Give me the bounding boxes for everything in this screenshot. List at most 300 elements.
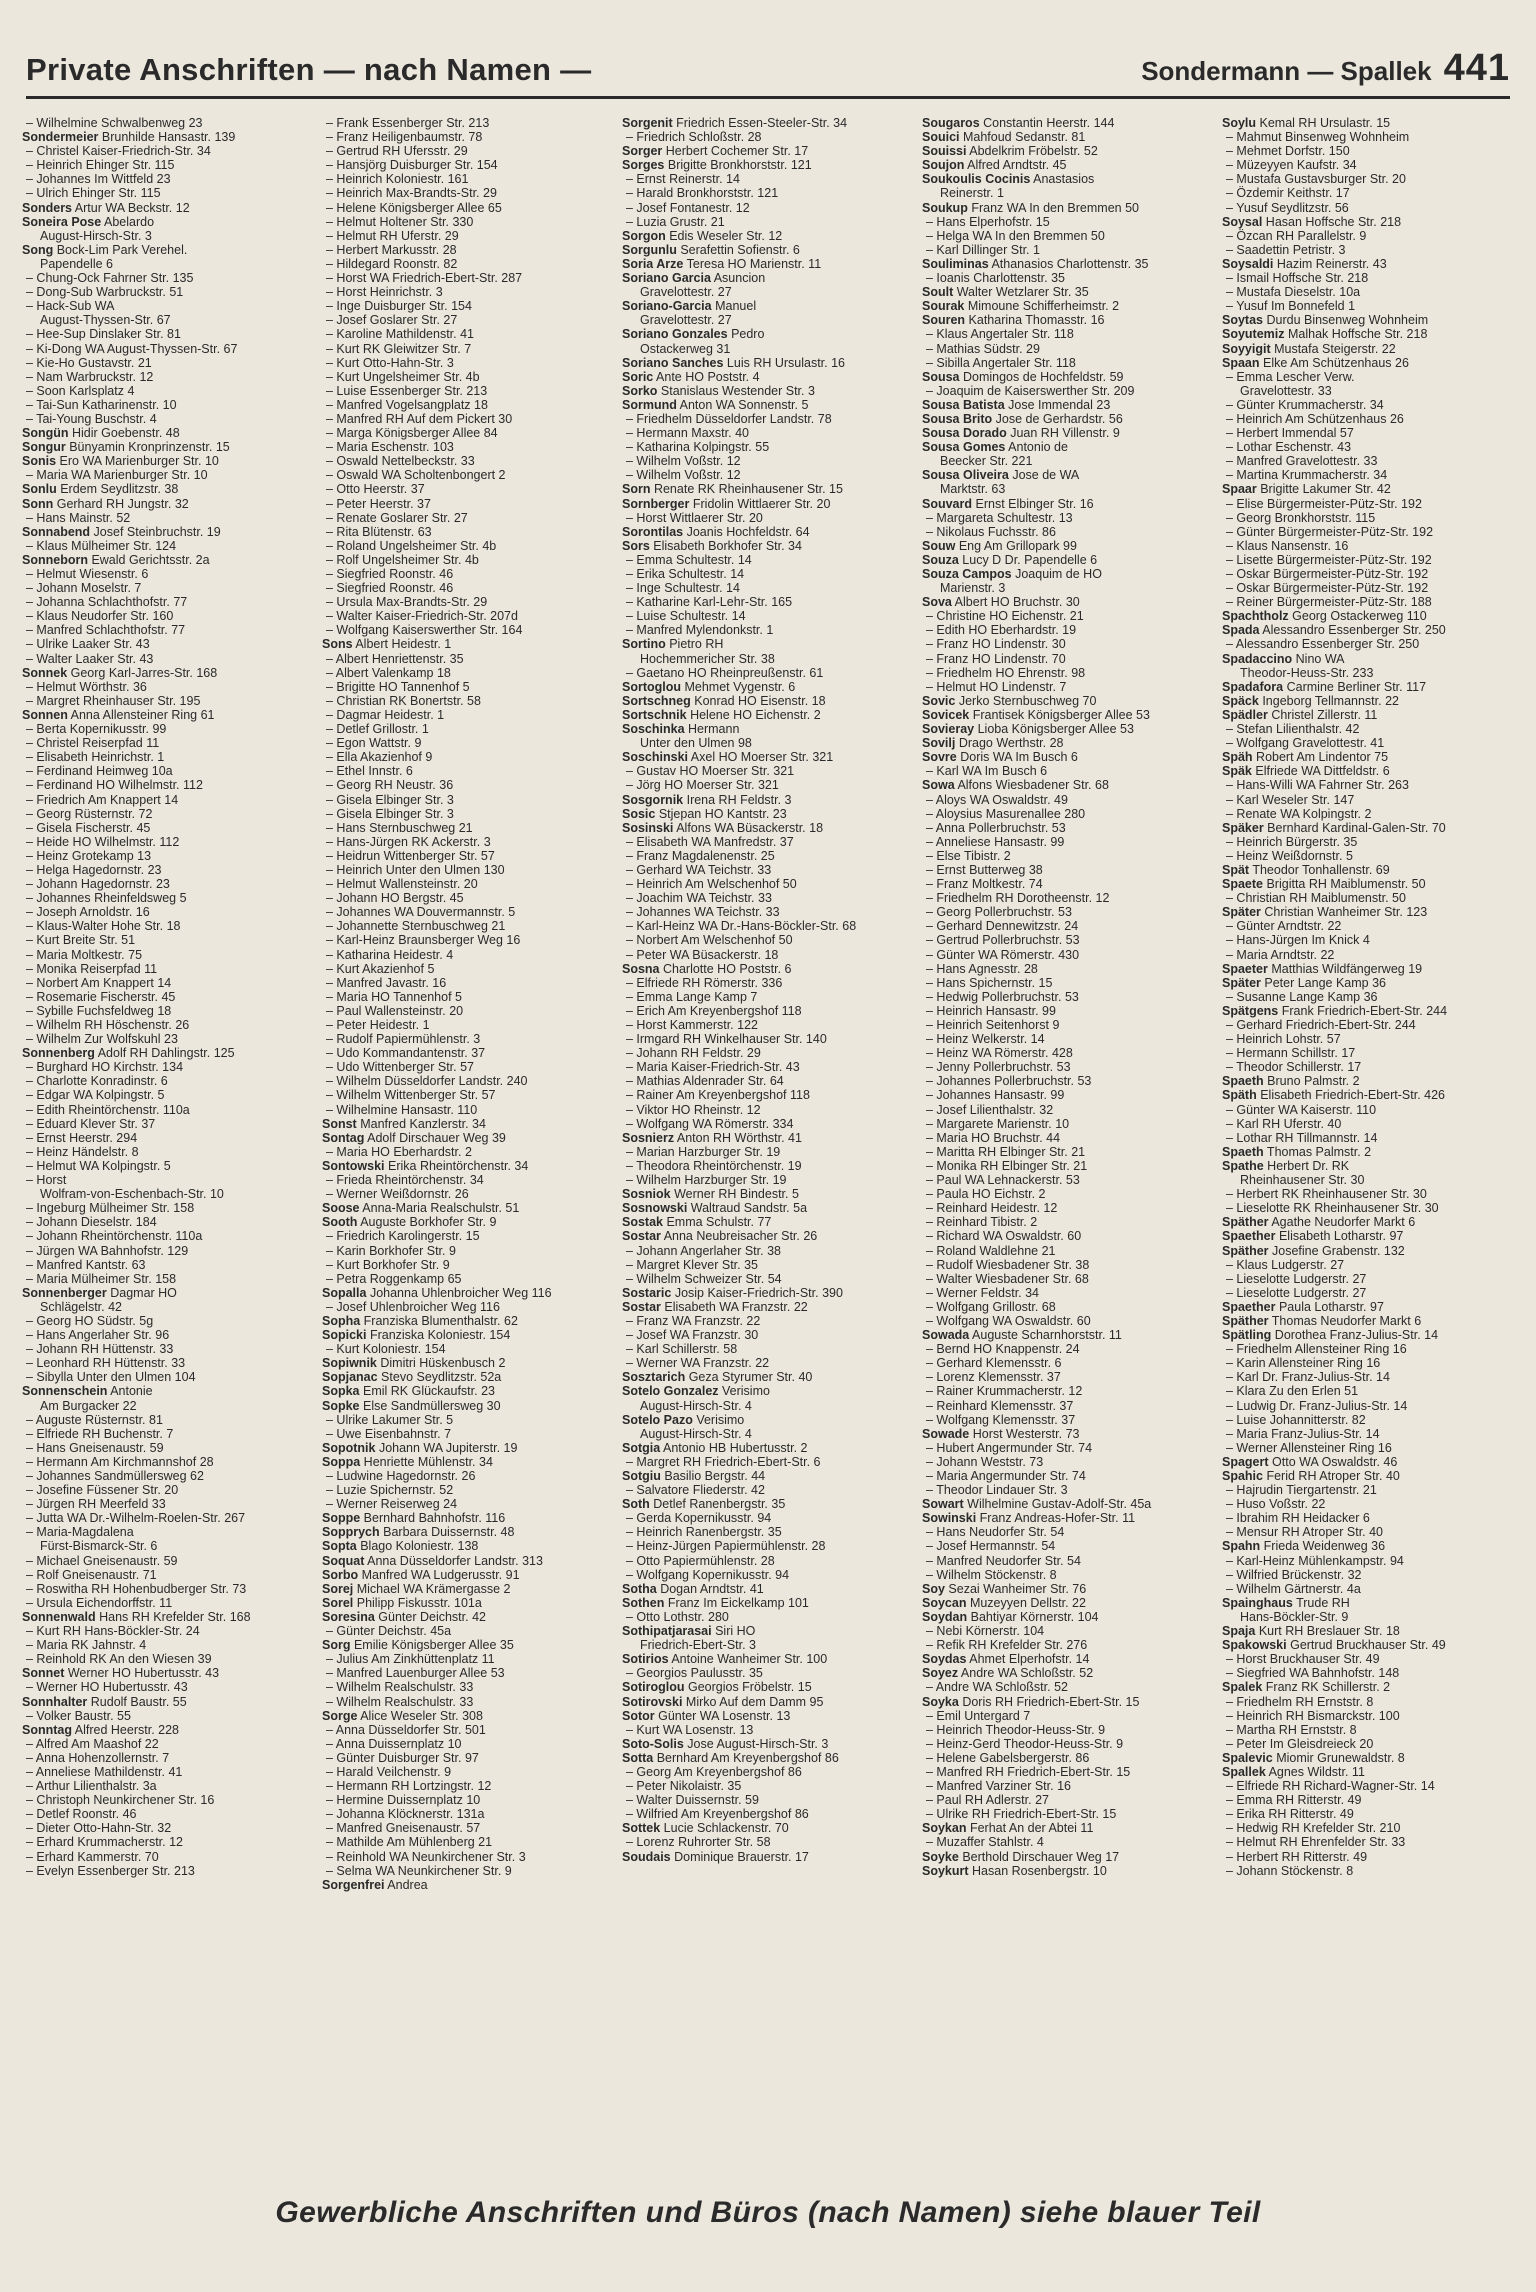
directory-entry: – Manfred Javastr. 16 [326,975,447,990]
directory-entry-main [922,1427,1214,1441]
entry-surname: Sousa Dorado [922,426,1007,441]
directory-entry: – Johannes Rheinfeldsweg 5 [26,891,187,906]
directory-entry: – Wilhelm Stöckenstr. 8 [926,1567,1057,1582]
directory-entry-main [1222,116,1514,130]
entry-details: Brigitte Bronkhorststr. 121 [664,158,812,173]
directory-entry: – Mustafa Gustavsburger Str. 20 [1226,172,1406,187]
directory-entry-main [622,694,914,708]
directory-entry-main [622,1187,914,1201]
directory-entry-main [622,1441,914,1455]
entry-surname: Sortschneg [622,693,691,708]
entry-details: Sezai Wanheimer Str. 76 [944,1581,1087,1596]
directory-entry-main [622,1821,914,1835]
directory-entry: – Heinz Welkerstr. 14 [926,1032,1045,1047]
directory-entry: – Lorenz Ruhrorter Str. 58 [626,1835,771,1850]
directory-entry: – Elisabeth WA Manfredstr. 37 [626,834,794,849]
directory-entry: – Maria HO Tannenhof 5 [326,989,462,1004]
entry-details: Johann WA Jupiterstr. 19 [375,1440,518,1455]
entry-details: Manfred Kanzlerstr. 34 [356,1116,486,1131]
directory-entry-main [22,243,314,257]
entry-details: Herbert Dr. RK [1263,1158,1350,1173]
entry-details: Blago Koloniestr. 138 [356,1539,479,1554]
directory-entry: – Theodor Lindauer Str. 3 [926,1483,1068,1498]
directory-entry: – Herbert RH Ritterstr. 49 [1226,1849,1368,1864]
directory-entry: – Rainer Krummacherstr. 12 [926,1384,1083,1399]
entry-surname: Souza [922,552,959,567]
directory-entry: – Herbert Markusstr. 28 [326,242,457,257]
entry-surname: Soto-Solis [622,1736,684,1751]
directory-entry: – Friedhelm Düsseldorfer Landstr. 78 [626,411,832,426]
entry-details: Verisimo [692,1412,745,1427]
entry-details: Mimoune Schifferheimstr. 2 [964,299,1120,314]
directory-entry: – Lothar Eschenstr. 43 [1226,440,1352,455]
directory-entry: – Leonhard RH Hüttenstr. 33 [26,1356,186,1371]
directory-entry: – Ferdinand HO Wilhelmstr. 112 [26,778,203,793]
entry-details: Edis Weseler Str. 12 [665,228,783,243]
directory-entry: – Yusuf Im Bonnefeld 1 [1226,299,1356,314]
directory-entry: – Josef Uhlenbroicher Weg 116 [326,1299,500,1314]
directory-entry-main [1222,1004,1514,1018]
directory-entry: – Maria Moltkestr. 75 [26,947,143,962]
entry-surname: Soria Arze [622,256,684,271]
entry-surname: Spagert [1222,1454,1269,1469]
directory-entry: – Wilhelm Voßstr. 12 [626,468,741,483]
directory-entry: – Helmut WA Kolpingstr. 5 [26,1158,171,1173]
entry-details: Joaquim de HO [1011,567,1102,581]
directory-entry-main [322,1582,614,1596]
directory-entry: – Josef WA Franzstr. 30 [626,1328,759,1343]
directory-entry-main [1222,1751,1514,1765]
entry-surname: Souici [922,130,960,145]
entry-details: Bernhard Am Kreyenbergshof 86 [653,1750,839,1765]
directory-entry-main [322,1878,614,1892]
directory-entry-main [622,229,914,243]
directory-entry-main [1222,652,1514,666]
entry-surname: Spätling [1222,1328,1272,1343]
entry-details: Stanislaus Westender Str. 3 [657,383,815,398]
entry-details: Dimitri Hüskenbusch 2 [376,1356,506,1371]
directory-entry-main [622,327,914,341]
entry-details: Herbert Cochemer Str. 17 [662,144,809,159]
entry-details: Anton WA Sonnenstr. 5 [676,397,809,412]
entry-surname: Sondermeier [22,130,99,145]
directory-entry-main [22,1046,314,1060]
entry-surname: Sopke [322,1398,360,1413]
directory-entry: – Oswald Nettelbeckstr. 33 [326,454,475,469]
directory-entry: – Walter Wiesbadener Str. 68 [926,1271,1089,1286]
entry-surname: Sovilj [922,736,956,751]
directory-entry-main [322,1384,614,1398]
entry-surname: Soukup [922,200,968,215]
directory-entry: – Soon Karlsplatz 4 [26,383,135,398]
directory-entry: – Klaus Mülheimer Str. 124 [26,538,177,553]
entry-surname: Späther [1222,1215,1269,1230]
directory-entry: – Charlotte Konradinstr. 6 [26,1074,168,1089]
entry-details: Franz WA In den Bremmen 50 [967,200,1139,215]
directory-entry: – Richard WA Oswaldstr. 60 [926,1229,1082,1244]
directory-entry: – Maria-Magdalena [26,1525,134,1540]
directory-entry: – Maria Franz-Julius-Str. 14 [1226,1426,1380,1441]
directory-entry: – Inge Schultestr. 14 [626,581,740,596]
directory-entry: – Johannes Im Wittfeld 23 [26,172,171,187]
directory-entry: – Bernd HO Knappenstr. 24 [926,1342,1080,1357]
entry-surname: Sons [322,637,353,652]
entry-details: Erika Rheintörchenstr. 34 [384,1158,529,1173]
directory-entry: – Manfred RH Auf dem Pickert 30 [326,411,513,426]
directory-entry-main [622,1737,914,1751]
directory-entry: – Ferdinand Heimweg 10a [26,764,173,779]
entry-details: Alice Weseler Str. 308 [357,1708,483,1723]
directory-entry: – Mahmut Binsenweg Wohnheim [1226,130,1410,145]
directory-entry-main [622,680,914,694]
directory-entry-continuation: August-Hirsch-Str. 4 [640,1398,752,1413]
directory-entry-main [322,1399,614,1413]
directory-entry-main [1222,1765,1514,1779]
directory-entry-continuation: Papendelle 6 [40,256,113,271]
entry-surname: Soudais [622,1849,671,1864]
directory-entry: – Gaetano HO Rheinpreußenstr. 61 [626,665,824,680]
entry-surname: Sova [922,595,952,610]
directory-entry: – Heinrich Ranenbergstr. 35 [626,1525,782,1540]
directory-entry: – Georg HO Südstr. 5g [26,1313,154,1328]
directory-entry: – Else Tibistr. 2 [926,848,1011,863]
entry-details: Bünyamin Kronprinzenstr. 15 [65,440,230,455]
directory-entry-main [922,1497,1214,1511]
directory-entry: – Reinhold RK An den Wiesen 39 [26,1652,212,1667]
entry-details: Antoine Wanheimer Str. 100 [668,1652,828,1667]
directory-entry: – Maria Eschenstr. 103 [326,440,454,455]
directory-entry-main [922,539,1214,553]
directory-entry: – Manfred Gravelottestr. 33 [1226,454,1378,469]
entry-surname: Sors [622,538,650,553]
entry-details: Athanasios Charlottenstr. 35 [988,256,1149,271]
directory-entry: – Karl-Heinz Mühlenkampstr. 94 [1226,1553,1404,1568]
directory-entry-main [622,370,914,384]
directory-entry: – Gisela Fischerstr. 45 [26,820,151,835]
directory-entry: – Karl Schillerstr. 58 [626,1342,738,1357]
directory-entry: – Anna Duissernplatz 10 [326,1736,462,1751]
directory-entry-main [22,525,314,539]
directory-entry-continuation: Reinerstr. 1 [940,186,1004,201]
entry-details: Josefine Grabenstr. 132 [1268,1243,1405,1258]
entry-surname: Soth [622,1497,650,1512]
entry-details: Detlef Ranenbergstr. 35 [649,1497,786,1512]
entry-surname: Sorej [322,1581,354,1596]
directory-entry: – Martina Krummacherstr. 34 [1226,468,1388,483]
directory-entry: – Renate WA Kolpingstr. 2 [1226,806,1372,821]
directory-entry: – Otto Heerstr. 37 [326,482,425,497]
directory-entry-main [322,1159,614,1173]
directory-entry: – Georg RH Neustr. 36 [326,778,454,793]
directory-entry: – Helmut RH Ehrenfelder Str. 33 [1226,1835,1406,1850]
entry-details: Geza Styrumer Str. 40 [685,1370,813,1385]
directory-entry: – Heinz-Gerd Theodor-Heuss-Str. 9 [926,1736,1124,1751]
directory-entry: – Gisela Elbinger Str. 3 [326,792,454,807]
directory-entry-continuation: Hans-Böckler-Str. 9 [1240,1609,1349,1624]
directory-entry: – Ernst Butterweg 38 [926,862,1043,877]
directory-entry: – Jürgen WA Bahnhofstr. 129 [26,1243,189,1258]
entry-surname: Souren [922,313,966,328]
entry-details: Kemal RH Ursulastr. 15 [1256,116,1391,130]
entry-surname: Sougaros [922,116,980,130]
directory-entry: – Ulrike RH Friedrich-Ebert-Str. 15 [926,1807,1117,1822]
directory-entry: – Roswitha RH Hohenbudberger Str. 73 [26,1581,247,1596]
directory-entry: – Johann Dieselstr. 184 [26,1215,157,1230]
directory-entry-main [322,1511,614,1525]
directory-entry: – Mathias Aldenrader Str. 64 [626,1074,784,1089]
entry-details: Brunhilde Hansastr. 139 [98,130,236,145]
directory-entry: – Johannes WA Douvermannstr. 5 [326,905,516,920]
directory-entry: – Heinrich Unter den Ulmen 130 [326,862,505,877]
entry-surname: Sormund [622,397,677,412]
entry-details: Jose August-Hirsch-Str. 3 [683,1736,829,1751]
directory-entry: – Gerda Kopernikusstr. 94 [626,1511,772,1526]
directory-entry: – Rita Blütenstr. 63 [326,524,432,539]
directory-entry: – Emma RH Ritterstr. 49 [1226,1793,1362,1808]
directory-entry-main [322,1314,614,1328]
directory-entry: – Ludwig Dr. Franz-Julius-Str. 14 [1226,1398,1408,1413]
directory-entry: – Wolfgang WA Oswaldstr. 60 [926,1313,1091,1328]
entry-details: Elisabeth WA Franzstr. 22 [660,1299,808,1314]
directory-entry: – Hans-Jürgen Im Knick 4 [1226,933,1370,948]
directory-entry: – Elisabeth Heinrichstr. 1 [26,750,165,765]
directory-entry-main [1222,356,1514,370]
directory-entry: – Peter Im Gleisdreieck 20 [1226,1736,1374,1751]
entry-details: Werner HO Hubertusstr. 43 [64,1666,220,1681]
entry-details: Irena RH Feldstr. 3 [683,792,792,807]
directory-entry: – Rosemarie Fischerstr. 45 [26,989,176,1004]
entry-details: Georgios Fröbelstr. 15 [684,1680,812,1695]
entry-surname: Soriano Sanches [622,355,724,370]
directory-entry: – Wilhelm Harzburger Str. 19 [626,1173,787,1188]
entry-details: Gerhard RH Jungstr. 32 [53,496,189,511]
entry-details: Mirko Auf dem Damm 95 [682,1694,824,1709]
directory-entry-main [922,750,1214,764]
directory-entry-main [622,1229,914,1243]
directory-entry: – Manfred Varziner Str. 16 [926,1779,1071,1794]
directory-entry: – Frieda Rheintörchenstr. 34 [326,1173,484,1188]
entry-surname: Sorgunlu [622,242,677,257]
directory-entry: – Mathias Südstr. 29 [926,341,1040,356]
directory-entry: – Christel Kaiser-Friedrich-Str. 34 [26,144,211,159]
entry-surname: Sorger [622,144,663,159]
directory-entry: – Heinz-Jürgen Papiermühlenstr. 28 [626,1539,826,1554]
directory-entry-main [1222,821,1514,835]
directory-entry: – Saadettin Petristr. 3 [1226,242,1346,257]
entry-surname: Soycan [922,1595,967,1610]
directory-entry-main [622,356,914,370]
directory-entry: – Nam Warbruckstr. 12 [26,369,154,384]
directory-entry-continuation: Hochemmericher Str. 38 [640,651,775,666]
directory-entry: – Karl WA Im Busch 6 [926,764,1048,779]
entry-surname: Soukoulis Cocinis [922,172,1031,187]
entry-surname: Sousa [922,369,960,384]
directory-entry: – Lieselotte RK Rheinhausener Str. 30 [1226,1201,1439,1216]
directory-entry-main [922,412,1214,426]
directory-entry-main [922,426,1214,440]
directory-entry-main [922,285,1214,299]
directory-entry: – Helmut RH Uferstr. 29 [326,228,459,243]
directory-entry: – Johannes Pollerbruchstr. 53 [926,1074,1092,1089]
directory-entry-main [1222,750,1514,764]
directory-entry: – Edith Rheintörchenstr. 110a [26,1102,190,1117]
entry-details: Alfred Arndtstr. 45 [964,158,1067,173]
directory-entry: – Refik RH Krefelder Str. 276 [926,1638,1088,1653]
directory-entry-main [22,130,314,144]
directory-entry: – Gerhard WA Teichstr. 33 [626,862,772,877]
entry-details: Dorothea Franz-Julius-Str. 14 [1271,1328,1439,1343]
entry-details: Teresa HO Marienstr. 11 [683,256,822,271]
entry-surname: Soytas [1222,313,1263,328]
entry-details: Georg Karl-Jarres-Str. 168 [67,665,218,680]
directory-entry: – Klaus-Walter Hohe Str. 18 [26,919,181,934]
entry-details: Walter Wetzlarer Str. 35 [953,285,1089,300]
directory-entry-main [322,637,614,651]
entry-surname: Sorontilas [622,524,684,539]
entry-surname: Spaether [1222,1229,1276,1244]
directory-entry: – Werner Feldstr. 34 [926,1285,1040,1300]
entry-details: Emma Schulstr. 77 [663,1215,772,1230]
directory-entry: – Helene Gabelsbergerstr. 86 [926,1750,1090,1765]
entry-details: Anna Neubreisacher Str. 26 [660,1229,818,1244]
entry-details: Andre WA Schloßstr. 52 [958,1666,1094,1681]
directory-entry: – Rudolf Papiermühlenstr. 3 [326,1032,481,1047]
entry-surname: Späh [1222,750,1253,765]
entry-surname: Songün [22,426,69,441]
directory-entry-main [322,1131,614,1145]
directory-entry: – Gustav HO Moerser Str. 321 [626,764,795,779]
entry-surname: Sonnenberger [22,1285,107,1300]
directory-entry-main [922,257,1214,271]
directory-entry: – Sibylla Unter den Ulmen 104 [26,1370,196,1385]
directory-entry: – Özdemir Keithstr. 17 [1226,186,1350,201]
entry-surname: Sourak [922,299,965,314]
entry-surname: Sowinski [922,1511,977,1526]
entry-details: Barbara Duissernstr. 48 [379,1525,515,1540]
directory-entry: – Karl RH Uferstr. 40 [1226,1116,1342,1131]
directory-entry: – Horst [26,1173,67,1188]
directory-entry: – Brigitte HO Tannenhof 5 [326,679,470,694]
entry-details: Muzeyyen Dellstr. 22 [966,1595,1086,1610]
entry-surname: Sovicek [922,707,970,722]
directory-entry: – Heinrich Bürgerstr. 35 [1226,834,1358,849]
directory-entry: – Erhard Krummacherstr. 12 [26,1835,184,1850]
directory-entry: – Werner WA Franzstr. 22 [626,1356,770,1371]
entry-surname: Spalek [1222,1680,1263,1695]
directory-entry: – Reinhard Heidestr. 12 [926,1201,1058,1216]
directory-entry: – Franz HO Lindenstr. 30 [926,637,1066,652]
directory-entry: – Johann Weststr. 73 [926,1454,1044,1469]
entry-details: Else Sandmüllersweg 30 [359,1398,501,1413]
directory-entry-main [922,708,1214,722]
directory-entry: – Luzie Spichernstr. 52 [326,1483,454,1498]
entry-details: Verisimo [718,1384,770,1399]
directory-entry: – Manfred Vogelsangplatz 18 [326,397,488,412]
entry-surname: Soschinski [622,750,688,765]
entry-surname: Sowa [922,778,955,793]
name-range: Sondermann — Spallek [1141,56,1432,86]
entry-surname: Spallek [1222,1764,1266,1779]
directory-entry: – Aloys WA Oswaldstr. 49 [926,792,1068,807]
entry-details: Christel Zillerstr. 11 [1267,707,1378,722]
entry-surname: Sousa Brito [922,411,993,426]
entry-surname: Spaja [1222,1624,1256,1639]
directory-entry: – Kurt RH Hans-Böckler-Str. 24 [26,1624,200,1639]
entry-details: Philipp Fiskusstr. 101a [353,1595,482,1610]
directory-entry-main [322,1568,614,1582]
directory-entry: – Reiner Bürgermeister-Pütz-Str. 188 [1226,595,1432,610]
directory-entry: – Heinrich Hansastr. 99 [926,1003,1056,1018]
directory-entry: – Luise Schultestr. 14 [626,609,746,624]
directory-entry: – Albert Henriettenstr. 35 [326,651,464,666]
entry-surname: Sonnenberg [22,1046,95,1061]
entry-surname: Spät [1222,862,1250,877]
entry-surname: Spahn [1222,1539,1261,1554]
directory-entry: – Johann HO Bergstr. 45 [326,891,464,906]
directory-entry: – Hermine Duissernplatz 10 [326,1793,481,1808]
directory-entry-main [622,1215,914,1229]
directory-entry-main [1222,905,1514,919]
directory-entry-main [1222,976,1514,990]
entry-details: Franz Im Eickelkamp 101 [664,1595,809,1610]
directory-entry: – Marian Harzburger Str. 19 [626,1144,781,1159]
entry-surname: Sorge [322,1708,358,1723]
directory-entry: – Muzaffer Stahlstr. 4 [926,1835,1044,1850]
directory-entry-main [922,722,1214,736]
entry-details: Peter Lange Kamp 36 [1260,975,1386,990]
entry-details: Franziska Blumenthalstr. 62 [360,1313,518,1328]
directory-entry: – Margareta Schultestr. 13 [926,510,1073,525]
directory-entry: – Günter Arndtstr. 22 [1226,919,1342,934]
entry-details: Hasan Hoffsche Str. 218 [1262,214,1402,229]
entry-details: Alfons Wiesbadener Str. 68 [954,778,1109,793]
directory-entry: – Johann RH Hüttenstr. 33 [26,1342,174,1357]
directory-entry: – Ioanis Charlottenstr. 35 [926,271,1065,286]
directory-entry-main [922,440,1214,454]
directory-entry: – Manfred Kantstr. 63 [26,1257,146,1272]
directory-entry: – Hermann Am Kirchmannshof 28 [26,1454,214,1469]
entry-surname: Sovic [922,693,956,708]
entry-surname: Sotiroglou [622,1680,685,1695]
directory-entry: – Emma Lescher Verw. [1226,369,1355,384]
directory-entry: – Manfred Schlachthofstr. 77 [26,623,186,638]
directory-entry: – Yusuf Seydlitzstr. 56 [1226,200,1349,215]
entry-details: Günter Deichstr. 42 [374,1609,486,1624]
entry-details: Christian Wanheimer Str. 123 [1260,905,1428,920]
directory-entry-main [322,1455,614,1469]
entry-surname: Sonnek [22,665,68,680]
directory-entry: – Herbert Immendal 57 [1226,426,1354,441]
directory-entry-main [1222,1159,1514,1173]
directory-entry-continuation: August-Hirsch-Str. 4 [640,1426,752,1441]
entry-details: Josef Steinbruchstr. 19 [90,524,221,539]
directory-entry: – Katharina Heidestr. 4 [326,947,454,962]
entry-surname: Sosniok [622,1187,671,1202]
entry-details: Malhak Hoffsche Str. 218 [1284,327,1428,342]
directory-entry: – Wilhelm Schweizer Str. 54 [626,1271,782,1286]
directory-entry: – Elfriede RH Buchenstr. 7 [26,1426,174,1441]
entry-surname: Sosna [622,961,660,976]
directory-entry: – Helga WA In den Bremmen 50 [926,228,1105,243]
entry-details: Serafettin Sofienstr. 6 [676,242,800,257]
directory-entry: – Franz Heiligenbaumstr. 78 [326,130,483,145]
entry-surname: Sostaric [622,1285,672,1300]
directory-entry: – Eduard Klever Str. 37 [26,1116,156,1131]
directory-entry-main [322,1215,614,1229]
entry-details: Antonio HB Hubertusstr. 2 [660,1440,808,1455]
directory-entry: – Johann Angerlaher Str. 38 [626,1243,781,1258]
entry-surname: Späck [1222,693,1259,708]
